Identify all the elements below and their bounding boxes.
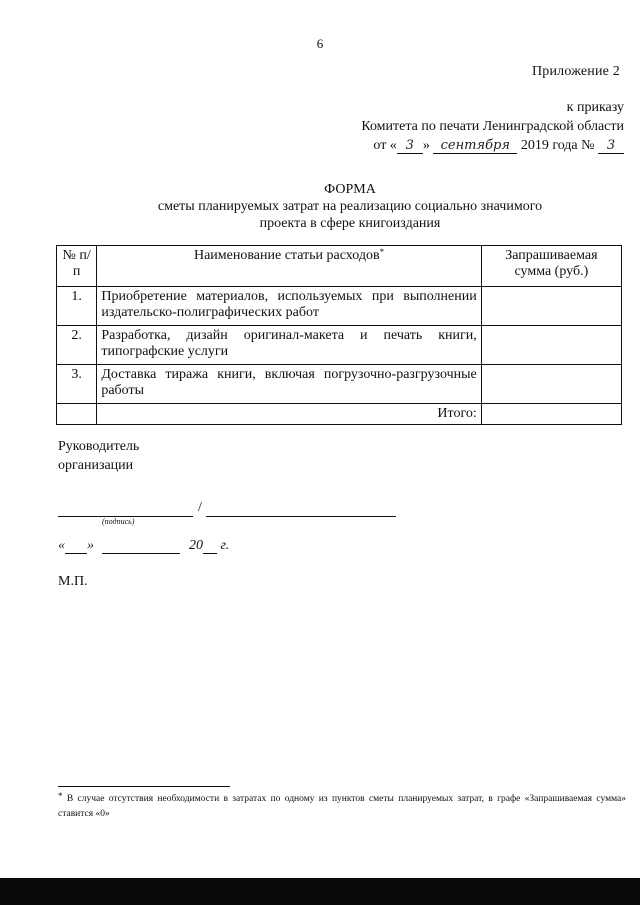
row-amount[interactable] — [481, 326, 621, 365]
form-subtitle-line-2: проекта в сфере книгоиздания — [259, 216, 441, 231]
date-day-field[interactable] — [65, 539, 87, 554]
date-open-quote: « — [58, 538, 65, 553]
row-name: Доставка тиража книги, включая погрузочно-разгрузочные работы — [97, 365, 481, 404]
order-year: 2019 года № — [520, 138, 595, 153]
row-amount[interactable] — [481, 365, 621, 404]
header-name — [97, 246, 481, 287]
order-month: сентября — [433, 138, 517, 154]
date-close-quote: » — [87, 538, 94, 553]
footnote-divider — [58, 786, 230, 787]
header-footnote-mark: * — [379, 247, 385, 257]
order-line-2: Комитета по печати Ленинградской области — [361, 119, 624, 134]
scan-edge — [0, 878, 640, 905]
table-header-row — [57, 246, 622, 287]
order-date-prefix: от « — [373, 138, 397, 153]
total-value[interactable] — [481, 404, 621, 425]
row-num: 1. — [57, 287, 97, 326]
row-name: Приобретение материалов, используемых при выполнении издательско-полиграфических работ — [97, 287, 481, 326]
row-amount[interactable] — [481, 287, 621, 326]
footnote-text: В случае отсутствия необходимости в затратах по одному из пунктов сметы планируемых затрат, в графе «Запрашиваемая сумма» ставится «0» — [58, 794, 626, 819]
signature-slash: / — [198, 500, 202, 515]
manager-title-line-1: Руководитель — [58, 439, 140, 454]
page-number: 6 — [316, 36, 324, 51]
row-num: 3. — [57, 365, 97, 404]
form-subtitle-line-1: сметы планируемых затрат на реализацию социально значимого — [157, 199, 543, 214]
header-amount: Запрашиваемая сумма (руб.) — [481, 246, 621, 287]
order-day: 3 — [397, 138, 423, 154]
row-name: Разработка, дизайн оригинал-макета и печать книги, типографские услуги — [97, 326, 481, 365]
date-month-field[interactable] — [102, 539, 180, 554]
header-name-text: Наименование статьи расходов — [193, 248, 380, 263]
order-reference — [361, 98, 624, 155]
table-row — [57, 326, 622, 365]
order-number: 3 — [598, 138, 624, 154]
appendix-label: Приложение 2 — [531, 64, 620, 79]
table-row — [57, 287, 622, 326]
manager-title-line-2: организации — [58, 458, 134, 473]
name-field[interactable] — [206, 502, 396, 517]
order-line-3 — [361, 136, 624, 155]
footnote-mark: * — [58, 791, 63, 801]
order-date-close: » — [422, 138, 430, 153]
total-empty-cell — [57, 404, 97, 425]
manager-title — [58, 437, 139, 475]
total-label: Итого: — [97, 404, 481, 425]
form-heading: ФОРМА — [324, 182, 376, 197]
row-num: 2. — [57, 326, 97, 365]
date-year-prefix: 20 — [189, 538, 203, 553]
signature-caption: (подпись) — [102, 517, 135, 526]
signature-field[interactable] — [58, 502, 193, 517]
signature-date — [58, 538, 229, 554]
estimate-table — [56, 245, 622, 425]
date-year-field[interactable] — [203, 539, 217, 554]
table-total-row — [57, 404, 622, 425]
order-line-1: к приказу — [566, 100, 624, 115]
date-year-suffix: г. — [220, 538, 230, 553]
table-row — [57, 365, 622, 404]
header-num: № п/п — [57, 246, 97, 287]
stamp-place: М.П. — [58, 574, 88, 589]
form-title — [100, 181, 600, 232]
footnote — [58, 792, 626, 822]
